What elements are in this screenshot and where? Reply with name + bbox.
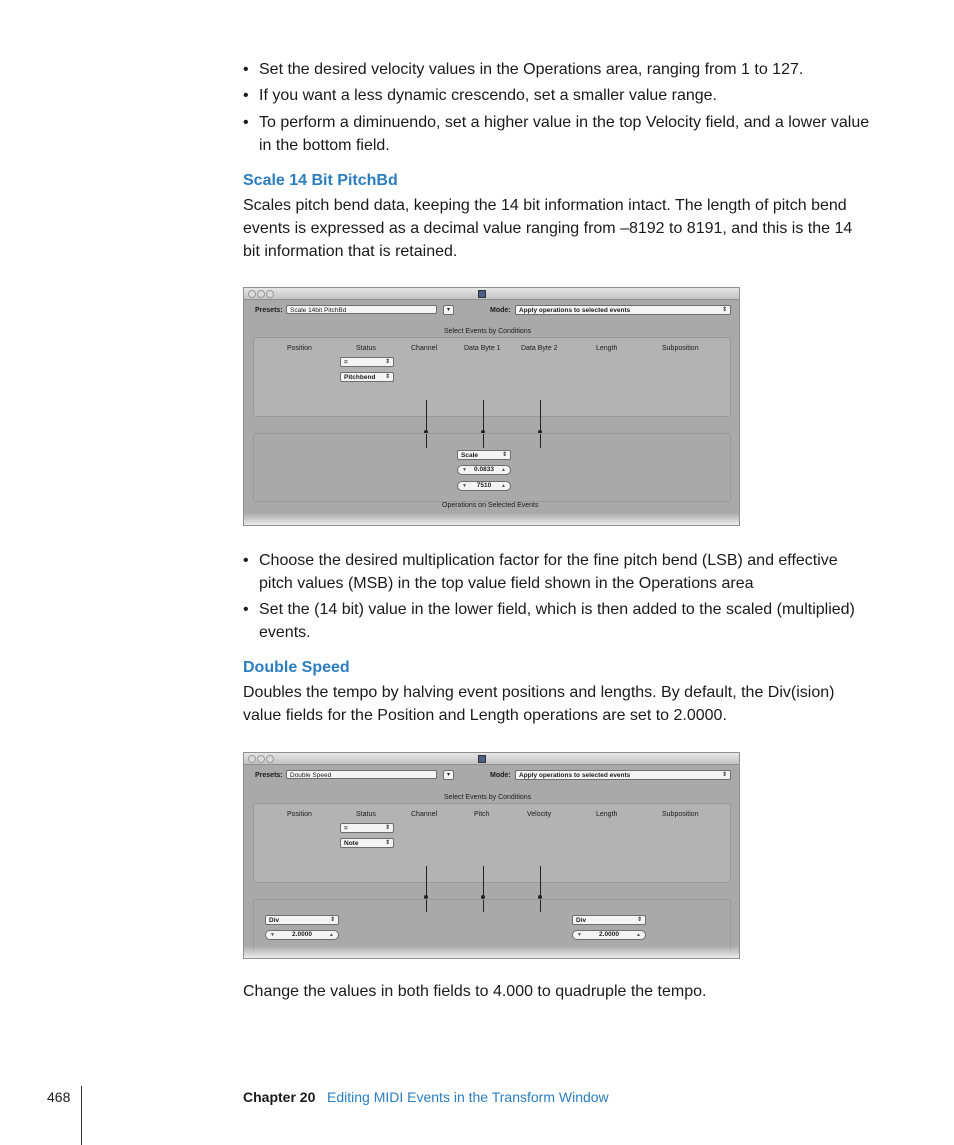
section-heading: Scale 14 Bit PitchBd — [243, 172, 398, 189]
bullet-item — [243, 549, 873, 595]
window-titlebar — [244, 288, 739, 300]
status-operator-popup — [340, 823, 394, 833]
closing-text: Change the values in both fields to 4.000 to quadruple the tempo. — [243, 983, 707, 1000]
mode-value: Apply operations to selected events — [519, 772, 631, 779]
window-titlebar — [244, 753, 739, 765]
column-label: Subposition — [662, 345, 699, 352]
operation-mode-popup — [457, 450, 511, 460]
operation-value-stepper — [457, 465, 511, 475]
column-label: Position — [287, 811, 312, 818]
column-label: Position — [287, 345, 312, 352]
operation-value-stepper — [457, 481, 511, 491]
column-label: Subposition — [662, 811, 699, 818]
fade-edge — [244, 946, 739, 958]
section-heading: Double Speed — [243, 659, 350, 676]
zoom-icon — [266, 755, 274, 763]
footer-chapter: Chapter 20 — [243, 1089, 316, 1105]
presets-menu-button: ▾ — [443, 305, 454, 315]
status-operator-value: = — [344, 359, 348, 366]
close-icon — [248, 290, 256, 298]
operation-mode-value: Scale — [461, 452, 478, 459]
presets-label: Presets: — [255, 772, 283, 779]
status-value-popup — [340, 838, 394, 848]
operations-title: Operations on Selected Events — [442, 502, 539, 509]
decrement-arrow-icon: ▼ — [462, 483, 467, 489]
presets-menu-button: ▾ — [443, 770, 454, 780]
position-value-stepper — [265, 930, 339, 940]
page-number: 468 — [47, 1089, 71, 1105]
updown-arrow-icon: ⇕ — [384, 359, 390, 365]
updown-arrow-icon: ⇕ — [721, 772, 727, 778]
bullet-text: Set the (14 bit) value in the lower field, which is then added to the scaled (multiplied) events. — [259, 601, 855, 641]
column-label: Channel — [411, 811, 438, 818]
operation-value2: 7510 — [476, 482, 492, 489]
position-operation-value: Div — [269, 917, 280, 924]
operation-value1: 0.0833 — [474, 466, 494, 473]
increment-arrow-icon: ▲ — [501, 467, 506, 473]
bullet-text: Set the desired velocity values in the Operations area, ranging from 1 to 127. — [259, 61, 804, 78]
updown-arrow-icon: ⇕ — [721, 307, 727, 313]
column-label: Channel — [411, 345, 438, 352]
mode-value: Apply operations to selected events — [519, 307, 631, 314]
bullet-item — [243, 111, 873, 157]
bullet-dot: • — [243, 61, 249, 78]
footer-chapter-title: Editing MIDI Events in the Transform Window — [327, 1089, 609, 1105]
mode-popup — [515, 770, 731, 780]
section-body: Scales pitch bend data, keeping the 14 bit information intact. The length of pitch bend events is expressed as a decimal value ranging from –8192 to 8191, and this is the 14 bit information that is retained. — [243, 197, 853, 260]
bullet-text: Choose the desired multiplication factor for the fine pitch bend (LSB) and effective pitch values (MSB) in the top value field shown in the Operations area — [259, 552, 838, 592]
column-label: Length — [596, 345, 618, 352]
decrement-arrow-icon: ▼ — [270, 932, 275, 938]
length-value-stepper — [572, 930, 646, 940]
document-icon — [478, 755, 486, 763]
presets-field: Double Speed — [286, 770, 437, 779]
length-operation-popup — [572, 915, 646, 925]
conditions-panel — [253, 803, 731, 883]
fade-edge — [244, 513, 739, 525]
presets-label: Presets: — [255, 307, 283, 314]
minimize-icon — [257, 290, 265, 298]
column-label: Status — [356, 811, 376, 818]
updown-arrow-icon: ⇕ — [384, 825, 390, 831]
footer-divider — [81, 1086, 82, 1145]
status-value-popup — [340, 372, 394, 382]
bullet-dot: • — [243, 87, 249, 104]
bullet-item — [243, 58, 873, 81]
status-value: Note — [344, 840, 359, 847]
updown-arrow-icon: ⇕ — [384, 840, 390, 846]
increment-arrow-icon: ▲ — [329, 932, 334, 938]
transform-window-screenshot — [243, 287, 740, 526]
mode-label: Mode: — [490, 772, 511, 779]
transform-window-screenshot — [243, 752, 740, 959]
bullet-item — [243, 598, 873, 644]
updown-arrow-icon: ⇕ — [636, 917, 642, 923]
updown-arrow-icon: ⇕ — [329, 917, 335, 923]
conditions-title: Select Events by Conditions — [444, 794, 532, 801]
document-icon — [478, 290, 486, 298]
bullet-dot: • — [243, 601, 249, 618]
conditions-title: Select Events by Conditions — [444, 328, 532, 335]
length-value: 2.0000 — [599, 931, 619, 938]
presets-field: Scale 14bit PitchBd — [286, 305, 437, 314]
bullet-dot: • — [243, 552, 249, 569]
bullet-dot: • — [243, 114, 249, 131]
minimize-icon — [257, 755, 265, 763]
mode-popup — [515, 305, 731, 315]
updown-arrow-icon: ⇕ — [384, 374, 390, 380]
position-value: 2.0000 — [292, 931, 312, 938]
column-label: Length — [596, 811, 618, 818]
bullet-text: If you want a less dynamic crescendo, set a smaller value range. — [259, 87, 717, 104]
column-label: Velocity — [527, 811, 552, 818]
zoom-icon — [266, 290, 274, 298]
updown-arrow-icon: ⇕ — [501, 452, 507, 458]
decrement-arrow-icon: ▼ — [462, 467, 467, 473]
status-operator-value: = — [344, 825, 348, 832]
column-label: Data Byte 2 — [521, 345, 558, 352]
bullet-text: To perform a diminuendo, set a higher value in the top Velocity field, and a lower value in the bottom field. — [259, 114, 870, 154]
increment-arrow-icon: ▲ — [501, 483, 506, 489]
increment-arrow-icon: ▲ — [636, 932, 641, 938]
column-label: Status — [356, 345, 376, 352]
status-value: Pitchbend — [344, 374, 376, 381]
position-operation-popup — [265, 915, 339, 925]
bullet-item — [243, 84, 873, 107]
close-icon — [248, 755, 256, 763]
section-body: Doubles the tempo by halving event positions and lengths. By default, the Div(ision) value fields for the Position and Length operations are set to 2.0000. — [243, 684, 835, 724]
decrement-arrow-icon: ▼ — [577, 932, 582, 938]
length-operation-value: Div — [576, 917, 587, 924]
status-operator-popup — [340, 357, 394, 367]
column-label: Pitch — [474, 811, 490, 818]
column-label: Data Byte 1 — [464, 345, 501, 352]
mode-label: Mode: — [490, 307, 511, 314]
